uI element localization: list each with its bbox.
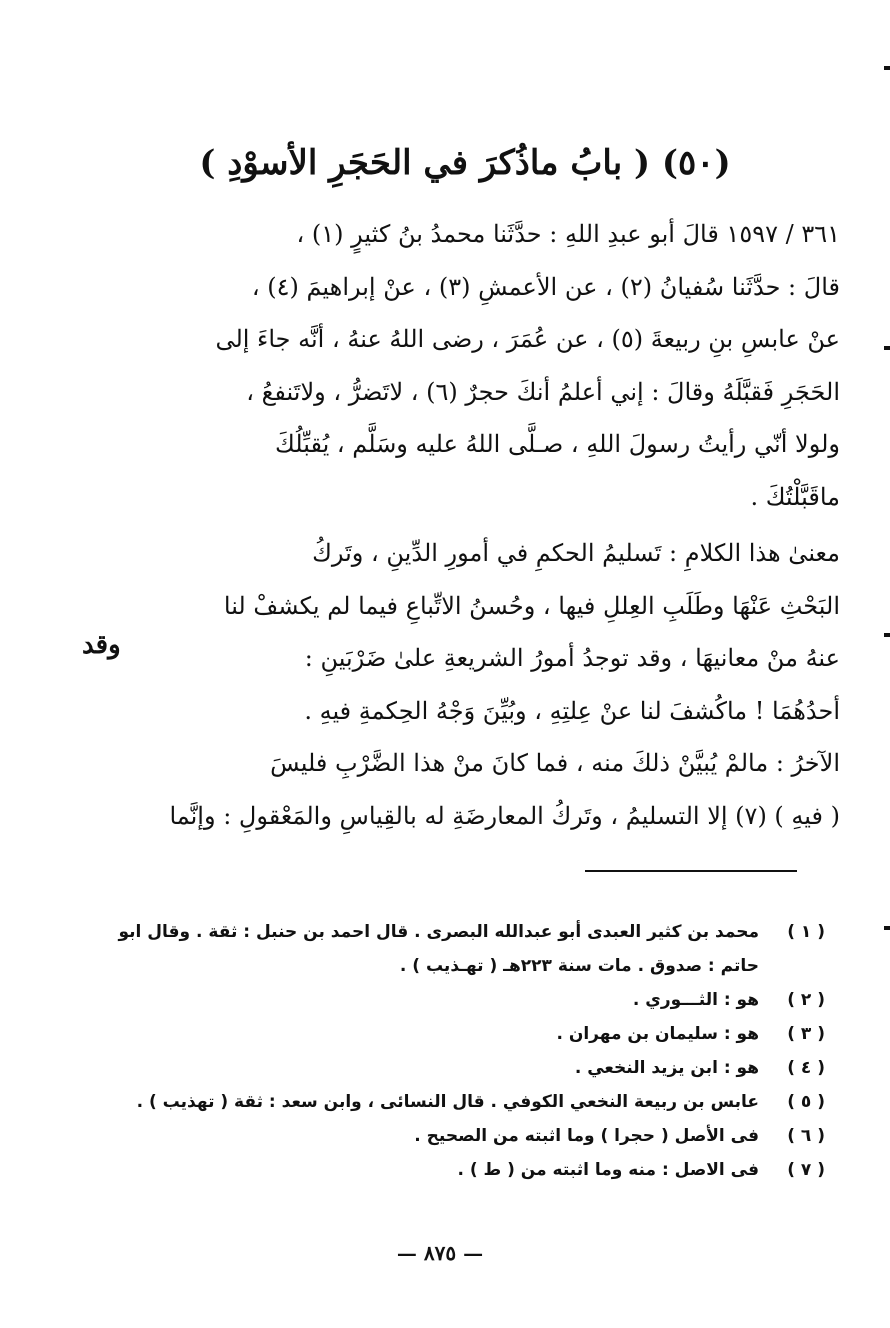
commentary-line: البَحْثِ عَنْهَا وطَلَبِ العِللِ فيها ، وحُسنُ الاتِّباعِ فيما لم يكشفْ لنا [223,591,840,620]
hadith-line: عنْ عابسِ بنِ ربيعةَ (٥) ، عن عُمَرَ ، رضى اللهُ عنهُ ، أنَّه جاءَ إلى [215,325,840,353]
footnote-separator [585,870,797,872]
footnote [136,1085,825,1119]
scan-edge-mark [884,346,890,350]
footnote [140,1153,825,1187]
footnote [140,983,825,1017]
commentary-line: معنىٰ هذا الكلامِ : تَسليمُ الحكمِ في أمورِ الدِّينِ ، وتَركُ [312,539,840,567]
chapter-title: (٥٠) ( بابُ ماذُكرَ في الحَجَرِ الأسوْدِ ) [199,143,731,183]
footnote [140,1017,825,1051]
footnote [118,915,825,983]
commentary-text [140,527,840,842]
hadith-line: ٣٦١ / ١٥٩٧ قالَ أبو عبدِ اللهِ : حدَّثَنا محمدُ بنُ كثيرٍ (١) ، [296,220,840,248]
footnote-text: هو : ابن يزيد النخعي . [574,1058,759,1078]
footnote-number: ( ٤ ) [787,1058,825,1078]
footnote-number: ( ١ ) [787,922,825,942]
footnote-text: هو : سليمان بن مهران . [556,1024,759,1044]
commentary-line: الآخرُ : مالمْ يُبيَّنْ ذلكَ منه ، فما كانَ منْ هذا الضَّرْبِ فليسَ [270,749,840,777]
footnote-number: ( ٦ ) [787,1126,825,1146]
footnote-number: ( ٥ ) [787,1092,825,1112]
footnote [140,1051,825,1085]
footnote-number: ( ٧ ) [787,1160,825,1180]
footnotes [118,915,825,1187]
scan-edge-mark [884,66,890,70]
footnote-continuation: حاتم : صدوق . مات سنة ٢٢٣هـ ( تهـذيب ) . [399,956,759,976]
hadith-text [140,208,840,523]
hadith-line: قالَ : حدَّثَنا سُفيانُ (٢) ، عن الأعمشِ (٣) ، عنْ إبراهيمَ (٤) ، [251,272,840,301]
scan-edge-mark [884,926,890,930]
hadith-line: الحَجَرِ فَقبَّلَهُ وقالَ : إني أعلمُ أنكَ حجرٌ (٦) ، لاتَضرُّ ، ولاتَنفعُ ، [246,377,840,406]
footnote-text: فى الاصل : منه وما اثبته من ( ط ) . [457,1160,759,1180]
footnote-number: ( ٣ ) [787,1024,825,1044]
commentary-line: أحدُهُمَا ! ماكُشفَ لنا عنْ عِلتِهِ ، وبُيِّنَ وَجْهُ الحِكمةِ فيهِ . [304,696,840,725]
page-number: — ٨٧٥ — [396,1241,484,1265]
hadith-line: ماقَبَّلْتُكَ . [750,482,840,511]
scan-edge-mark [884,633,890,637]
commentary-line: ( فيهِ ) (٧) إلا التسليمُ ، وتَركُ المعارضَةِ له بالقِياسِ والمَعْقولِ : وإنَّما [169,801,840,830]
footnote-text: عابس بن ربيعة النخعي الكوفي . قال النسائى ، وابن سعد : ثقة ( تهذيب ) . [136,1092,759,1112]
footnote-number: ( ٢ ) [787,990,825,1010]
commentary-line: عنهُ منْ معانيهَا ، وقد توجدُ أمورُ الشريعةِ علىٰ ضَرْبَينِ : [304,644,840,672]
margin-catchword: وقد [82,630,121,660]
footnote-text: فى الأصل ( حجرا ) وما اثبته من الصحيح . [414,1126,759,1146]
hadith-line: ولولا أنّي رأيتُ رسولَ اللهِ ، صـلَّى اللهُ عليه وسَلَّم ، يُقبِّلُكَ [275,430,840,458]
footnote-text: هو : الثـــوري . [632,990,759,1010]
footnote [140,1119,825,1153]
footnote-text: محمد بن كثير العبدى أبو عبدالله البصرى . قال احمد بن حنبل : ثقة . وقال ابو [118,922,759,942]
